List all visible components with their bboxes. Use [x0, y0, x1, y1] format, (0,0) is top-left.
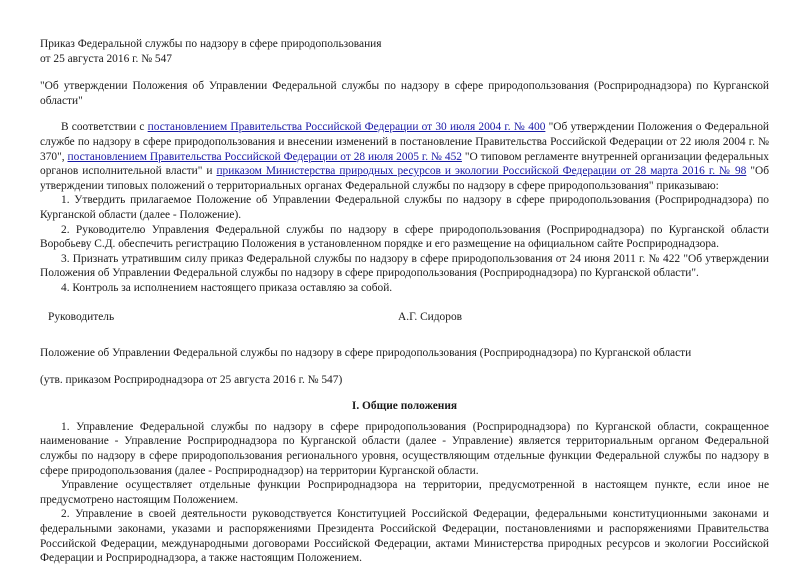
link-decree-452[interactable]: постановлением Правительства Российской Федерации от 28 июля 2005 г. № 452: [67, 150, 462, 163]
order-item-4: 4. Контроль за исполнением настоящего приказа оставляю за собой.: [61, 281, 393, 294]
section-body: [40, 420, 769, 566]
order-preamble: [40, 120, 769, 193]
order-item-1: 1. Утвердить прилагаемое Положение об Управлении Федеральной службы по надзору в сфере природопользования (Росприроднадзора) по Курганской области (далее - Положение).: [40, 194, 769, 221]
order-header: [40, 0, 769, 66]
regulation-title: Положение об Управлении Федеральной службы по надзору в сфере природопользования (Росприроднадзора) по Курганской области: [40, 347, 692, 360]
regulation-paragraph-3: 2. Управление в своей деятельности руководствуется Конституцией Российской Федерации, федеральными конституционными законами и федеральными законами, указами и распоряжениями Президента Российской Федерации, постановлениями и распоряжениями Правительства Российской Федерации, международными договорами Российской Федерации, актами Министерства природных ресурсов и экологии Российской Федерации и Росприроднадзора, а также настоящим Положением.: [40, 508, 769, 565]
regulation-paragraph-1: 1. Управление Федеральной службы по надзору в сфере природопользования (Росприроднадзора) по Курганской области, сокращенное наименование - Управление Росприроднадзора по Курганской области (далее - Управление) является территориальным органом Федеральной службы по надзору в сфере природопользования регионального уровня, осуществляющим отдельные функции Федеральной службы по надзору в сфере природопользования (далее - Росприроднадзор) на территории Курганской области.: [40, 420, 769, 477]
regulation-paragraph-2: Управление осуществляет отдельные функции Росприроднадзора на территории, предусмотренной в настоящем пункте, если иное не предусмотрено настоящим Положением.: [40, 479, 769, 506]
preamble-text-2: "Об утверждении Положения о Федеральной службе по надзору в сфере природопользования и внесении изменений в постановление Правительства Российской Федерации от 22 июля 2004 г. № 370",: [40, 121, 770, 163]
preamble-text-1: В соответствии с: [61, 121, 148, 134]
preamble-text-4: "Об утверждении типовых положений о территориальных органах Федеральной службы по надзору в сфере природопользования" приказываю:: [40, 165, 769, 192]
preamble-text-3: "О типовом регламенте внутренней организации федеральных органов исполнительной власти" и: [40, 150, 769, 178]
signature-block: [40, 310, 769, 325]
signature-name: А.Г. Сидоров: [398, 310, 463, 323]
signature-role: Руководитель: [48, 310, 115, 323]
link-decree-400[interactable]: постановлением Правительства Российской Федерации от 30 июля 2004 г. № 400: [147, 121, 546, 134]
order-header-line2: от 25 августа 2016 г. № 547: [40, 52, 172, 65]
order-item-2: 2. Руководителю Управления Федеральной службы по надзору в сфере природопользования (Росприроднадзора) по Курганской области Воробьеву С.Д. обеспечить регистрацию Положения в установленном порядке и его размещение на официальном сайте Росприроднадзора.: [40, 223, 769, 251]
order-title: "Об утверждении Положения об Управлении Федеральной службы по надзору в сфере природопользования (Росприроднадзора) по Курганской области": [40, 80, 769, 107]
section-title: I. Общие положения: [351, 400, 458, 413]
regulation-approved: (утв. приказом Росприроднадзора от 25 августа 2016 г. № 547): [40, 373, 343, 386]
link-order-98[interactable]: приказом Министерства природных ресурсов и экологии Российской Федерации от 28 марта 2016 г. № 98: [216, 165, 747, 178]
order-item-3: 3. Признать утратившим силу приказ Федеральной службы по надзору в сфере природопользования от 24 июня 2011 г. № 422 "Об утверждении Положения об Управлении Федеральной службы по надзору в сфере природопользования (Росприроднадзора) по Курганской области".: [40, 252, 769, 280]
order-header-line1: Приказ Федеральной службы по надзору в сфере природопользования: [40, 38, 382, 50]
